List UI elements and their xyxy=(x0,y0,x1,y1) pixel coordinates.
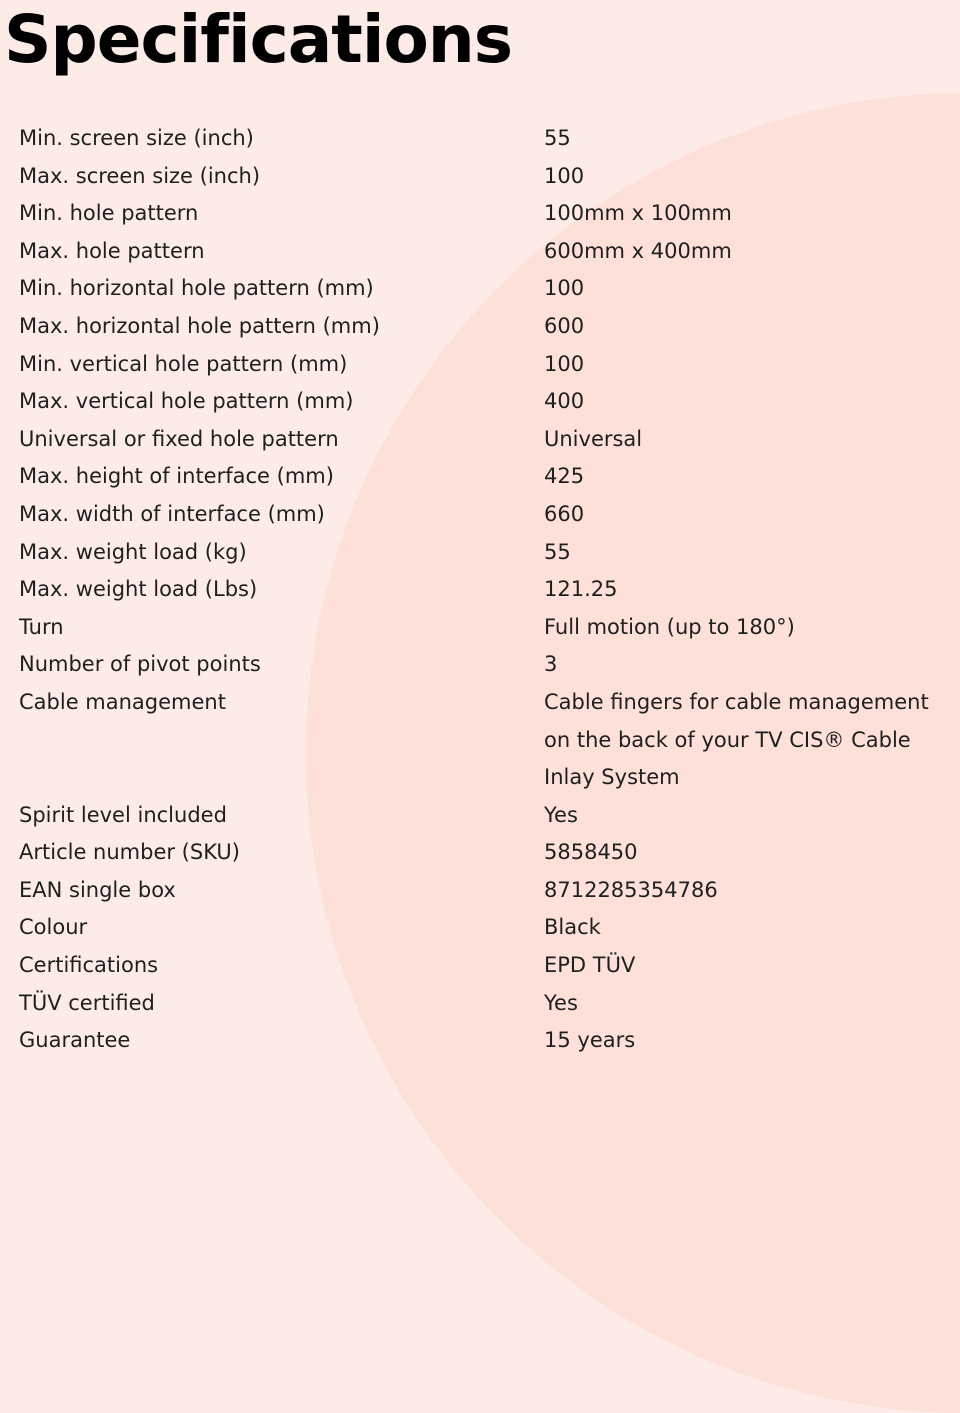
spec-value: Full motion (up to 180°) xyxy=(544,614,795,639)
spec-row-max-screen-size xyxy=(19,158,954,196)
spec-value: Yes xyxy=(544,990,578,1015)
spec-value: EPD TÜV xyxy=(544,953,636,978)
spec-value: 600mm x 400mm xyxy=(544,238,732,263)
spec-value: 55 xyxy=(544,126,571,150)
spec-label: Min. hole pattern xyxy=(19,201,199,226)
spec-value: 5858450 xyxy=(544,840,638,865)
spec-label: Max. screen size (inch) xyxy=(19,163,261,188)
spec-value: 600 xyxy=(544,313,585,338)
spec-row-min-screen-size xyxy=(19,120,954,158)
spec-row-cable-management xyxy=(19,684,954,797)
spec-value: 100 xyxy=(544,163,585,188)
spec-value: 425 xyxy=(544,464,585,489)
spec-row-min-vertical-hole-pattern xyxy=(19,346,954,384)
spec-row-max-weight-lbs xyxy=(19,571,954,609)
spec-value: Black xyxy=(544,915,601,940)
spec-value: 55 xyxy=(544,539,571,564)
spec-label: Max. vertical hole pattern (mm) xyxy=(19,389,354,414)
spec-row-spirit-level xyxy=(19,797,954,835)
spec-label: Max. height of interface (mm) xyxy=(19,464,334,489)
spec-value: 3 xyxy=(544,652,558,677)
spec-value: 100mm x 100mm xyxy=(544,201,732,226)
spec-row-turn xyxy=(19,609,954,647)
spec-row-tuv-certified xyxy=(19,985,954,1023)
spec-label: Max. weight load (Lbs) xyxy=(19,577,258,602)
spec-label: Spirit level included xyxy=(19,802,227,827)
spec-label: EAN single box xyxy=(19,877,176,902)
spec-row-max-vertical-hole-pattern xyxy=(19,383,954,421)
spec-row-pivot-points xyxy=(19,646,954,684)
spec-value: 400 xyxy=(544,389,585,414)
spec-table xyxy=(19,120,954,1060)
spec-value: 121.25 xyxy=(544,577,618,602)
spec-row-colour xyxy=(19,909,954,947)
spec-row-max-hole-pattern xyxy=(19,233,954,271)
spec-label: Min. horizontal hole pattern (mm) xyxy=(19,276,374,301)
spec-row-certifications xyxy=(19,947,954,985)
spec-label: Number of pivot points xyxy=(19,652,261,677)
spec-label: Universal or fixed hole pattern xyxy=(19,426,339,451)
spec-row-min-horizontal-hole-pattern xyxy=(19,270,954,308)
spec-label: Turn xyxy=(19,614,64,639)
spec-label: Max. hole pattern xyxy=(19,238,205,263)
spec-value: 100 xyxy=(544,276,585,301)
spec-value: 100 xyxy=(544,351,585,376)
spec-label: Min. screen size (inch) xyxy=(19,126,254,150)
spec-row-ean xyxy=(19,872,954,910)
spec-label: Certifications xyxy=(19,953,159,978)
spec-row-max-weight-kg xyxy=(19,534,954,572)
spec-row-universal-or-fixed xyxy=(19,421,954,459)
spec-label: Max. horizontal hole pattern (mm) xyxy=(19,313,380,338)
spec-label: Max. weight load (kg) xyxy=(19,539,247,564)
spec-label: Cable management xyxy=(19,689,226,714)
spec-label: Max. width of interface (mm) xyxy=(19,501,325,526)
spec-row-min-hole-pattern xyxy=(19,195,954,233)
spec-row-max-horizontal-hole-pattern xyxy=(19,308,954,346)
page-title: Specifications xyxy=(4,1,513,78)
spec-row-max-width-interface xyxy=(19,496,954,534)
spec-value: Cable fingers for cable management on the back of your TV CIS® Cable Inlay System xyxy=(544,689,929,790)
spec-value: Yes xyxy=(544,802,578,827)
spec-label: TÜV certified xyxy=(19,990,155,1015)
spec-label: Min. vertical hole pattern (mm) xyxy=(19,351,348,376)
spec-value: 15 years xyxy=(544,1028,636,1053)
spec-value: 660 xyxy=(544,501,585,526)
spec-value: 8712285354786 xyxy=(544,877,718,902)
spec-label: Article number (SKU) xyxy=(19,840,240,865)
spec-value: Universal xyxy=(544,426,643,451)
spec-label: Guarantee xyxy=(19,1028,131,1053)
spec-row-guarantee xyxy=(19,1022,954,1060)
spec-row-article-number xyxy=(19,834,954,872)
spec-row-max-height-interface xyxy=(19,458,954,496)
spec-label: Colour xyxy=(19,915,88,940)
